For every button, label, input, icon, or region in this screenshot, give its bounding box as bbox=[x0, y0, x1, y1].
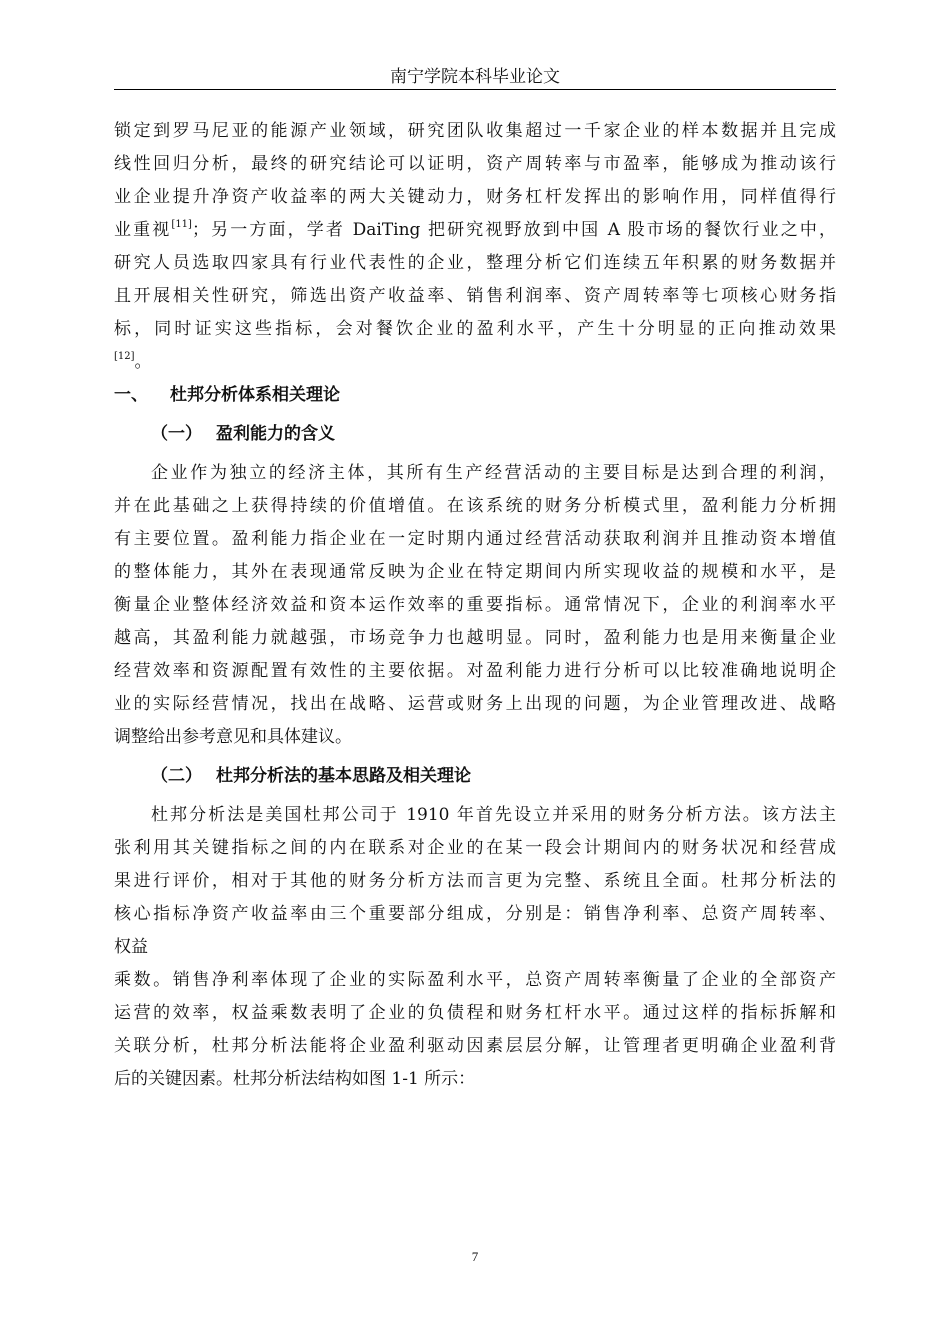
text-line: 核心指标净资产收益率由三个重要部分组成，分别是：销售净利率、总资产周转率、 bbox=[114, 904, 836, 924]
text-run: 业重视 bbox=[114, 220, 172, 240]
text-run: 。 bbox=[134, 352, 152, 372]
subsection-number: （二） bbox=[151, 766, 202, 786]
paragraph-1 bbox=[114, 115, 836, 379]
text-line: 线性回归分析，最终的研究结论可以证明，资产周转率与市盈率，能够成为推动该行 bbox=[114, 154, 836, 174]
subsection-title: 盈利能力的含义 bbox=[216, 424, 335, 444]
subsection-number: （一） bbox=[151, 424, 202, 444]
page-body bbox=[114, 115, 836, 1096]
text-line: 权益 bbox=[114, 937, 148, 957]
subsection-heading bbox=[114, 418, 836, 451]
subsection-heading bbox=[114, 760, 836, 793]
text-line: 衡量企业整体经济效益和资本运作效率的重要指标。通常情况下，企业的利润率水平 bbox=[114, 595, 836, 615]
section-title: 杜邦分析体系相关理论 bbox=[170, 385, 340, 405]
text-line: 越高，其盈利能力就越强，市场竞争力也越明显。同时，盈利能力也是用来衡量企业 bbox=[114, 628, 836, 648]
text-line: 果进行评价，相对于其他的财务分析方法而言更为完整、系统且全面。杜邦分析法的 bbox=[114, 871, 836, 891]
text-line: 且开展相关性研究，筛选出资产收益率、销售利润率、资产周转率等七项核心财务指 bbox=[114, 286, 836, 306]
text-line: 经营效率和资源配置有效性的主要依据。对盈利能力进行分析可以比较准确地说明企 bbox=[114, 661, 836, 681]
section-heading bbox=[114, 379, 836, 412]
text-line: 业企业提升净资产收益率的两大关键动力，财务杠杆发挥出的影响作用，同样值得行 bbox=[114, 187, 836, 207]
running-header: 南宁学院本科毕业论文 bbox=[390, 67, 560, 87]
text-line: 业的实际经营情况，找出在战略、运营或财务上出现的问题，为企业管理改进、战略 bbox=[114, 694, 836, 714]
text-line: 的整体能力，其外在表现通常反映为企业在特定期间内所实现收益的规模和水平，是 bbox=[114, 562, 836, 582]
citation-12: [12] bbox=[114, 351, 135, 362]
text-line: 研究人员选取四家具有行业代表性的企业，整理分析它们连续五年积累的财务数据并 bbox=[114, 253, 836, 273]
text-line: 张利用其关键指标之间的内在联系对企业的在某一段会计期间内的财务状况和经营成 bbox=[114, 838, 836, 858]
text-line: 锁定到罗马尼亚的能源产业领域，研究团队收集超过一千家企业的样本数据并且完成 bbox=[114, 121, 836, 141]
paragraph-2 bbox=[114, 457, 836, 754]
text-line: 调整给出参考意见和具体建议。 bbox=[114, 727, 352, 747]
text-line: 乘数。销售净利率体现了企业的实际盈利水平，总资产周转率衡量了企业的全部资产 bbox=[114, 970, 836, 990]
text-line: 后的关键因素。杜邦分析法结构如图 1-1 所示： bbox=[114, 1069, 476, 1089]
text-line: 杜邦分析法是美国杜邦公司于 1910 年首先设立并采用的财务分析方法。该方法主 bbox=[151, 805, 836, 825]
text-line: 有主要位置。盈利能力指企业在一定时期内通过经营活动获取利润并且推动资本增值 bbox=[114, 529, 836, 549]
subsection-title: 杜邦分析法的基本思路及相关理论 bbox=[216, 766, 471, 786]
citation-11: [11] bbox=[171, 219, 192, 230]
text-line: 运营的效率，权益乘数表明了企业的负债程和财务杠杆水平。通过这样的指标拆解和 bbox=[114, 1003, 836, 1023]
text-line: 标，同时证实这些指标，会对餐饮企业的盈利水平，产生十分明显的正向推动效果 bbox=[114, 319, 836, 339]
text-line bbox=[114, 346, 836, 379]
text-run: ；另一方面，学者 DaiTing 把研究视野放到中国 A 股市场的餐饮行业之中， bbox=[191, 220, 836, 240]
text-line bbox=[114, 214, 836, 247]
paragraph-4 bbox=[114, 964, 836, 1096]
section-number: 一、 bbox=[114, 385, 148, 405]
header-rule bbox=[114, 89, 836, 90]
text-line: 关联分析，杜邦分析法能将企业盈利驱动因素层层分解，让管理者更明确企业盈利背 bbox=[114, 1036, 836, 1056]
paragraph-3 bbox=[114, 799, 836, 964]
text-line: 并在此基础之上获得持续的价值增值。在该系统的财务分析模式里，盈利能力分析拥 bbox=[114, 496, 836, 516]
text-line: 企业作为独立的经济主体，其所有生产经营活动的主要目标是达到合理的利润， bbox=[151, 463, 836, 483]
page-number: 7 bbox=[471, 1249, 479, 1264]
